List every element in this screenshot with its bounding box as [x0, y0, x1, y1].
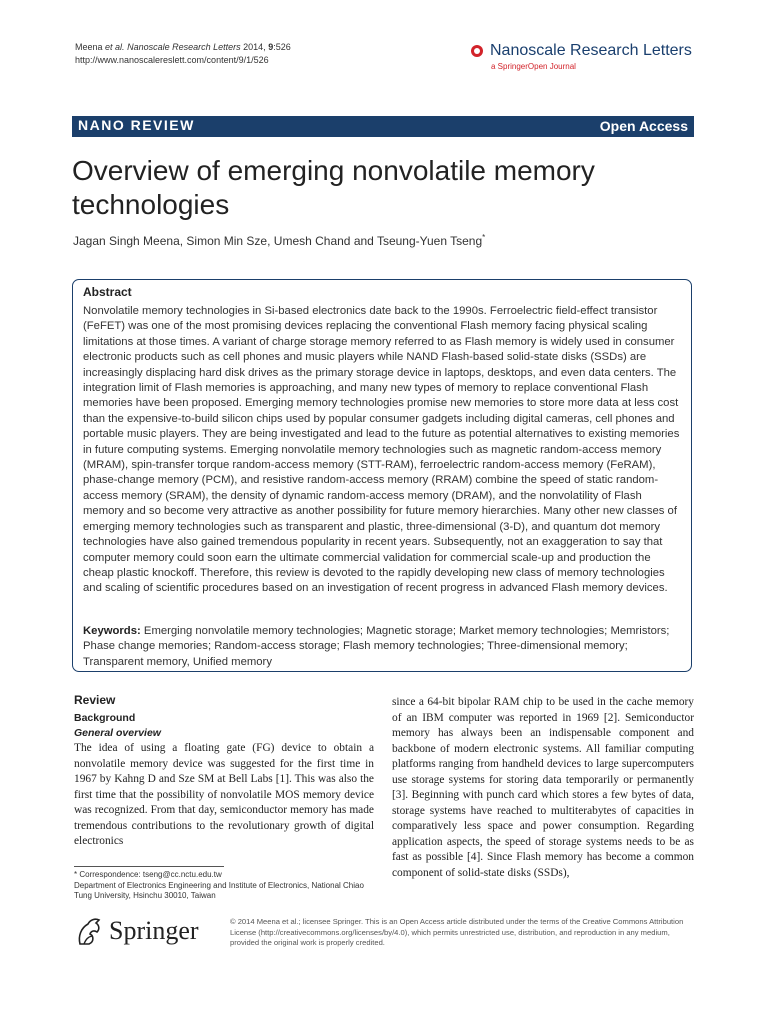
open-access-label: Open Access — [599, 118, 688, 134]
journal-logo-icon — [470, 44, 484, 58]
article-type: NANO REVIEW — [78, 117, 195, 133]
article-url[interactable]: http://www.nanoscalereslett.com/content/9/1/526 — [75, 55, 269, 65]
right-column-text: since a 64-bit bipolar RAM chip to be used in the cache memory of an IBM computer was reported in 1969 [2]. Semiconductor memory has always been an indispensable component and backbone of modern electronic systems. All familiar computing platforms ranging from handheld devices to large supercomputers use storage systems for storing data temporarily or permanently [3]. Beginning with punch card which stores a few bytes of data, storage systems have reached to multiterabytes of capacities in comparatively less space and power consumption. Regarding application aspects, the speed of storage systems needs to be as fast as possible [4]. Since Flash memory has become a common component of solid-state disks (SSDs), — [392, 696, 694, 879]
correspondence: * Correspondence: tseng@cc.nctu.edu.tw — [74, 870, 222, 879]
journal-name: Nanoscale Research Letters — [490, 42, 692, 59]
keywords — [83, 624, 683, 670]
general-overview-heading: General overview — [74, 727, 161, 739]
publisher-name: Springer — [109, 916, 199, 945]
citation-header: Meena et al. Nanoscale Research Letters 2014, 9:526 http://www.nanoscalereslett.com/content/9/1/526 — [75, 42, 291, 65]
review-heading: Review — [74, 693, 116, 707]
springer-horse-icon — [72, 914, 106, 948]
corresponding-mark: * — [482, 233, 486, 242]
article-type-band — [72, 116, 694, 137]
affiliation: Department of Electronics Engineering and Institute of Electronics, National Chiao Tung University, Hsinchu 30010, Taiwan — [74, 880, 364, 900]
footnote-divider — [74, 866, 224, 867]
footnote — [74, 870, 374, 902]
background-heading: Background — [74, 712, 136, 724]
left-column-text: The idea of using a floating gate (FG) device to obtain a nonvolatile memory device was suggested for the first time in 1967 by Kahng D and Sze SM at Bell Labs [1]. This was also the first time that the possibility of nonvolatile MOS memory device was recognized. From that day, semiconductor memory has made tremendous contributions to the revolutionary growth of digital electronics — [74, 742, 374, 847]
keywords-label: Keywords: — [83, 625, 141, 637]
journal-subtitle: a SpringerOpen Journal — [491, 62, 576, 71]
author-list: Jagan Singh Meena, Simon Min Sze, Umesh Chand and Tseung-Yuen Tseng* — [73, 233, 486, 248]
abstract-heading: Abstract — [83, 285, 132, 299]
license-statement: © 2014 Meena et al.; licensee Springer. This is an Open Access article distributed under the terms of the Creative Commons Attribution License (http://creativecommons.org/licenses/by/4.0), which permits unrestricted use, distribution, and reproduction in any medium, provided the original work is properly credited. — [230, 917, 684, 947]
abstract-text: Nonvolatile memory technologies in Si-based electronics date back to the 1990s. Ferroelectric field-effect transistor (FeFET) was one of the most promising devices replacing the conventional Flash memory facing physical scaling limitations at those times. A variant of charge storage memory referred to as Flash memory is widely used in consumer electronic products such as cell phones and music players while NAND Flash-based solid-state disks (SSDs) are increasingly displacing hard disk drives as the primary storage device in laptops, desktops, and even data centers. The integration limit of Flash memories is approaching, and many new types of memory to replace conventional Flash memories have been proposed. Emerging memory technologies promise new memories to store more data at less cost than the expensive-to-build silicon chips used by popular consumer gadgets including digital cameras, cell phones and portable music players. They are being investigated and lead to the future as potential alternatives to existing memories in future computing systems. Emerging nonvolatile memory technologies such as magnetic random-access memory (MRAM), spin-transfer torque random-access memory (STT-RAM), ferroelectric random-access memory (FeRAM), phase-change memory (PCM), and resistive random-access memory (RRAM) combine the speed of static random-access memory (SRAM), the density of dynamic random-access memory (DRAM), and the nonvolatility of Flash memory and so become very attractive as another possibility for future memory hierarchies. Many other new classes of emerging memory technologies such as transparent and plastic, three-dimensional (3-D), and quantum dot memory technologies have also gained tremendous popularity in recent years. Subsequently, not an exaggeration to say that computer memory could soon earn the ultimate commercial validation for commercial scale-up and production the cheap plastic knockoff. Therefore, this review is devoted to the rapidly developing new class of memory technologies and scaling of scientific procedures based on an investigation of recent progress in advanced Flash memory devices. — [83, 305, 680, 595]
keywords-text: Emerging nonvolatile memory technologies; Magnetic storage; Market memory technologies; Memristors; Phase change memories; Random-access storage; Flash memory technologies; Three-dimensional memory; Transparent memory, Unified memory — [83, 625, 670, 668]
publisher-logo — [72, 914, 199, 953]
article-title: Overview of emerging nonvolatile memory technologies — [72, 155, 595, 220]
